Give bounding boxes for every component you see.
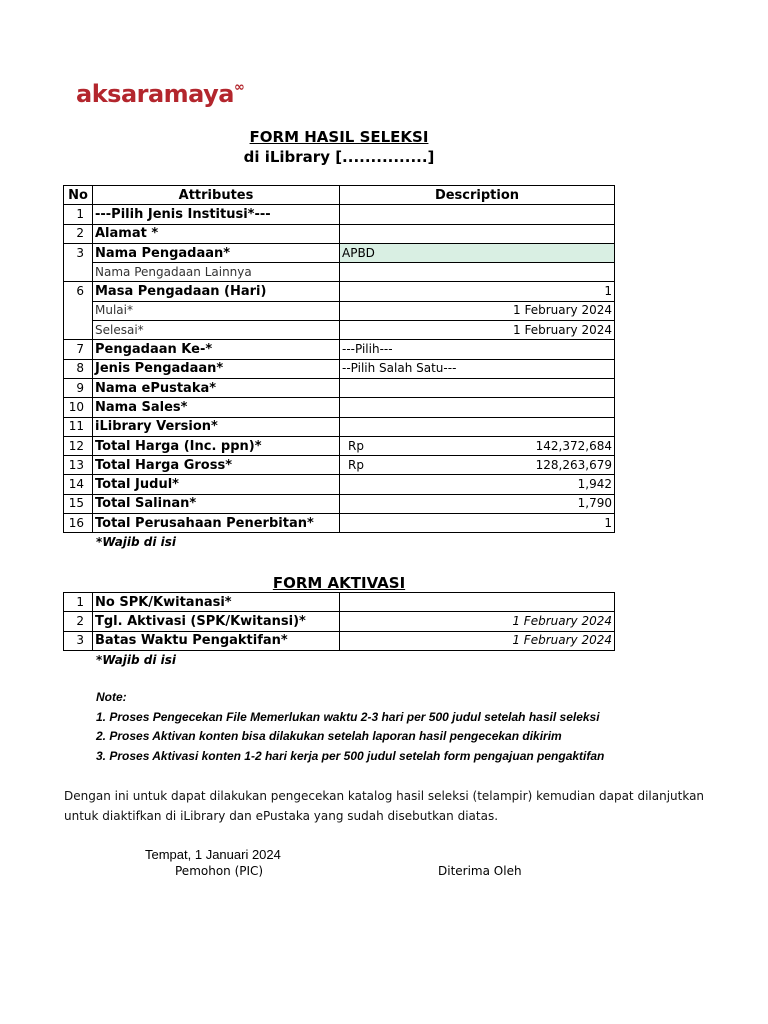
procurement-type-select[interactable]: --Pilih Salah Satu--- [340, 359, 615, 378]
note-item: 1. Proses Pengecekan File Memerlukan waktu 2-3 hari per 500 judul setelah hasil seleksi [96, 709, 600, 724]
table-row [64, 436, 615, 455]
epustaka-name-field[interactable] [340, 378, 615, 397]
row-number: 13 [64, 456, 93, 475]
table-row [64, 398, 615, 417]
row-attribute: Jenis Pengadaan* [93, 359, 340, 378]
row-attribute: Total Salinan* [93, 494, 340, 513]
applicant-label: Pemohon (PIC) [175, 864, 264, 878]
table-row [64, 321, 615, 340]
row-number: 7 [64, 340, 93, 359]
table-row [64, 301, 615, 320]
row-number: 16 [64, 514, 93, 533]
row-attribute: Pengadaan Ke-* [93, 340, 340, 359]
table-row [64, 378, 615, 397]
sales-name-field[interactable] [340, 398, 615, 417]
gross-price-field[interactable] [340, 456, 615, 475]
row-number: 3 [64, 631, 93, 650]
row-attribute: Nama Pengadaan* [93, 243, 340, 262]
spk-number-field[interactable] [340, 593, 615, 612]
row-number: 10 [64, 398, 93, 417]
table-row [64, 243, 615, 262]
table-row [64, 417, 615, 436]
place-date: Tempat, 1 Januari 2024 [145, 847, 281, 862]
row-attribute: Masa Pengadaan (Hari) [93, 282, 340, 301]
activation-form-title: FORM AKTIVASI [272, 574, 406, 592]
brand-name: aksaramaya [76, 80, 234, 108]
row-sub-attribute: Mulai* [93, 301, 340, 320]
row-number-blank [64, 263, 93, 282]
required-note: *Wajib di isi [96, 535, 177, 549]
total-price-field[interactable] [340, 436, 615, 455]
row-attribute: Total Judul* [93, 475, 340, 494]
table-row [64, 205, 615, 224]
row-number: 1 [64, 205, 93, 224]
row-number-blank [64, 321, 93, 340]
row-attribute: Tgl. Aktivasi (SPK/Kwitansi)* [93, 612, 340, 631]
row-number: 3 [64, 243, 93, 262]
row-attribute: Nama Sales* [93, 398, 340, 417]
row-number: 2 [64, 224, 93, 243]
table-row [64, 612, 615, 631]
row-number: 8 [64, 359, 93, 378]
procurement-name-field[interactable]: APBD [340, 243, 615, 262]
row-attribute: Batas Waktu Pengaktifan* [93, 631, 340, 650]
table-row [64, 224, 615, 243]
table-header [64, 186, 615, 205]
table-row [64, 593, 615, 612]
row-attribute: Total Perusahaan Penerbitan* [93, 514, 340, 533]
table-row [64, 475, 615, 494]
activation-deadline-field[interactable]: 1 February 2024 [340, 631, 615, 650]
row-number: 12 [64, 436, 93, 455]
row-number: 11 [64, 417, 93, 436]
table-row [64, 514, 615, 533]
other-procurement-field[interactable] [340, 263, 615, 282]
activation-date-field[interactable]: 1 February 2024 [340, 612, 615, 631]
infinity-icon: ∞ [233, 80, 245, 95]
row-value[interactable] [340, 205, 615, 224]
form-subtitle: di iLibrary [...............] [243, 148, 435, 166]
selection-table [63, 185, 615, 533]
form-title: FORM HASIL SELEKSI [249, 128, 429, 146]
row-number: 15 [64, 494, 93, 513]
aksaramaya-logo [76, 80, 244, 108]
total-publishers-field[interactable]: 1 [340, 514, 615, 533]
row-number: 6 [64, 282, 93, 301]
currency-label: Rp [348, 457, 364, 472]
row-sub-attribute: Nama Pengadaan Lainnya [93, 263, 340, 282]
institution-type-select[interactable]: ---Pilih Jenis Institusi*--- [93, 205, 340, 224]
note-item: 3. Proses Aktivasi konten 1-2 hari kerja per 500 judul setelah form pengajuan pengaktifan [96, 748, 605, 763]
header-description: Description [340, 186, 615, 205]
note-item: 2. Proses Aktivan konten bisa dilakukan setelah laporan hasil pengecekan dikirim [96, 729, 562, 743]
row-sub-attribute: Selesai* [93, 321, 340, 340]
row-number: 9 [64, 378, 93, 397]
total-titles-field[interactable]: 1,942 [340, 475, 615, 494]
header-no: No [64, 186, 93, 205]
row-attribute: iLibrary Version* [93, 417, 340, 436]
header-attributes: Attributes [93, 186, 340, 205]
paragraph-line: untuk diaktifkan di iLibrary dan ePustaka yang sudah disebutkan diatas. [64, 809, 499, 823]
row-attribute: Total Harga Gross* [93, 456, 340, 475]
table-row [64, 282, 615, 301]
row-attribute: Total Harga (Inc. ppn)* [93, 436, 340, 455]
row-number: 14 [64, 475, 93, 494]
table-row [64, 359, 615, 378]
end-date-field[interactable]: 1 February 2024 [340, 321, 615, 340]
start-date-field[interactable]: 1 February 2024 [340, 301, 615, 320]
required-note: *Wajib di isi [96, 653, 177, 667]
table-row [64, 494, 615, 513]
procurement-days-field[interactable]: 1 [340, 282, 615, 301]
notes-label: Note: [96, 690, 127, 704]
procurement-order-select[interactable]: ---Pilih--- [340, 340, 615, 359]
table-row [64, 263, 615, 282]
table-row [64, 456, 615, 475]
notes-section [96, 690, 616, 768]
receiver-label: Diterima Oleh [438, 864, 522, 878]
activation-table [63, 592, 615, 651]
table-row [64, 340, 615, 359]
address-field[interactable] [340, 224, 615, 243]
row-attribute: Nama ePustaka* [93, 378, 340, 397]
currency-label: Rp [348, 438, 364, 453]
table-row [64, 631, 615, 650]
total-copies-field[interactable]: 1,790 [340, 494, 615, 513]
row-attribute: No SPK/Kwitanasi* [93, 593, 340, 612]
ilibrary-version-field[interactable] [340, 417, 615, 436]
row-attribute: Alamat * [93, 224, 340, 243]
statement-paragraph [64, 786, 705, 826]
row-number-blank [64, 301, 93, 320]
row-number: 2 [64, 612, 93, 631]
gross-price-value: 128,263,679 [535, 457, 612, 472]
paragraph-line: Dengan ini untuk dapat dilakukan pengecekan katalog hasil seleksi (telampir) kemudian dapat dilanjutkan [64, 789, 705, 803]
total-price-value: 142,372,684 [535, 438, 612, 453]
row-number: 1 [64, 593, 93, 612]
